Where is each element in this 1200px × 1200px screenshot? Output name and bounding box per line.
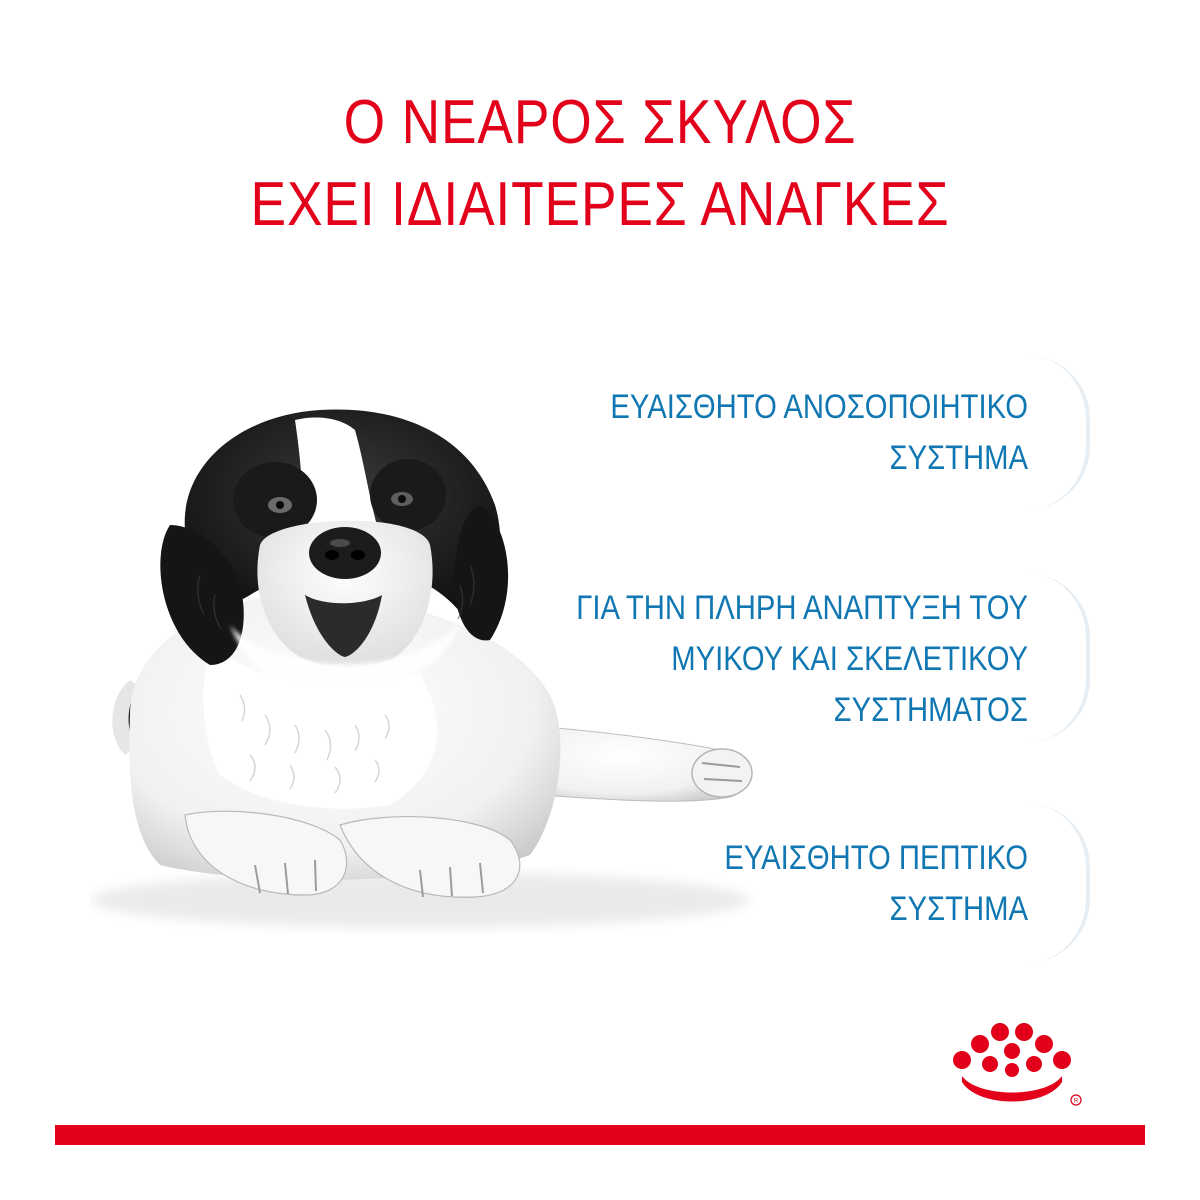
benefit-immune-system-text [572,382,1028,484]
benefit-immune-system [560,382,1090,484]
benefit-3-line-2: ΣΥΣΤΗΜΑ [889,890,1028,928]
benefit-2-arc [1026,573,1090,743]
benefit-2-line-3: ΣΥΣΤΗΜΑΤΟΣ [833,691,1028,729]
benefit-1-line-1: ΕΥΑΙΣΘΗΤΟ ΑΝΟΣΟΠΟΙΗΤΙΚΟ [610,388,1028,426]
headline-line-1: Ο ΝΕΑΡΟΣ ΣΚΥΛΟΣ [343,88,857,157]
benefit-1-arc [1026,355,1090,510]
benefit-digestive-system [560,833,1090,935]
benefit-digestive-text [572,833,1028,935]
bottom-brand-bar [55,1125,1145,1145]
benefit-3-line-1: ΕΥΑΙΣΘΗΤΟ ΠΕΠΤΙΚΟ [724,839,1028,877]
benefit-muscle-skeletal-growth [560,583,1090,736]
royal-canin-crown-logo-icon [948,1018,1088,1110]
benefit-3-arc [1026,803,1090,963]
headline-line-2: ΕΧΕΙ ΙΔΙΑΙΤΕΡΕΣ ΑΝΑΓΚΕΣ [250,170,950,239]
benefit-2-line-2: ΜΥΙΚΟΥ ΚΑΙ ΣΚΕΛΕΤΙΚΟΥ [671,640,1028,678]
benefit-growth-text [572,583,1028,736]
headline [84,82,1116,246]
benefit-2-line-1: ΓΙΑ ΤΗΝ ΠΛΗΡΗ ΑΝΑΠΤΥΞΗ ΤΟΥ [576,589,1028,627]
benefit-1-line-2: ΣΥΣΤΗΜΑ [889,439,1028,477]
svg-text:R: R [1073,1098,1079,1105]
